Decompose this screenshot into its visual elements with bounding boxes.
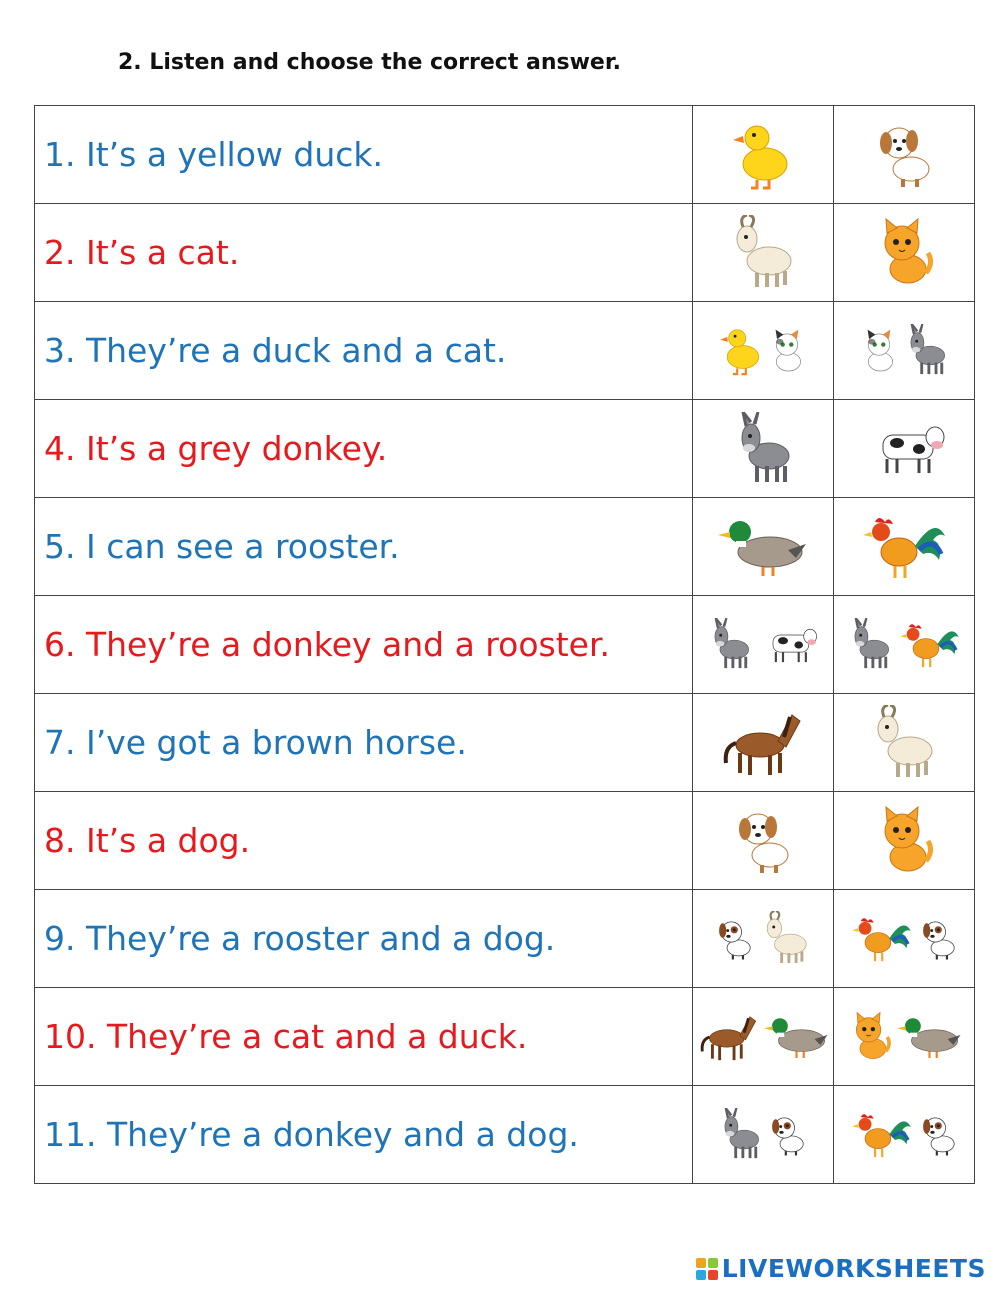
question-sentence: 11. They’re a donkey and a dog. (35, 1086, 693, 1184)
cat-calico-icon (859, 327, 899, 375)
answer-option-b[interactable] (834, 1086, 975, 1184)
cow-icon (861, 421, 947, 477)
rooster-icon (859, 512, 949, 582)
answer-option-b[interactable] (834, 204, 975, 302)
option-picture (838, 404, 970, 494)
answer-option-b[interactable] (834, 302, 975, 400)
question-row (35, 1086, 975, 1184)
option-picture (697, 1090, 829, 1180)
answer-option-a[interactable] (693, 204, 834, 302)
question-sentence: 9. They’re a rooster and a dog. (35, 890, 693, 988)
option-picture (838, 992, 970, 1082)
answer-option-b[interactable] (834, 498, 975, 596)
question-row (35, 106, 975, 204)
donkey-icon (731, 412, 795, 486)
mallard-icon (718, 514, 808, 580)
question-sentence: 6. They’re a donkey and a rooster. (35, 596, 693, 694)
question-row (35, 890, 975, 988)
question-row (35, 988, 975, 1086)
answer-option-b[interactable] (834, 400, 975, 498)
option-picture (838, 796, 970, 886)
horse-icon (698, 1011, 760, 1063)
answer-option-a[interactable] (693, 792, 834, 890)
option-picture (697, 992, 829, 1082)
duck-icon (733, 118, 793, 192)
dog-cartoon-icon (767, 1112, 809, 1157)
answer-option-a[interactable] (693, 400, 834, 498)
answer-option-a[interactable] (693, 1086, 834, 1184)
question-row (35, 792, 975, 890)
answer-option-b[interactable] (834, 988, 975, 1086)
goat-icon (727, 215, 799, 291)
answer-option-a[interactable] (693, 694, 834, 792)
option-picture (838, 110, 970, 200)
duck-icon (720, 324, 763, 377)
donkey-icon (847, 618, 893, 671)
option-picture (838, 306, 970, 396)
option-picture (838, 1090, 970, 1180)
option-picture (697, 208, 829, 298)
answer-option-b[interactable] (834, 890, 975, 988)
question-row (35, 400, 975, 498)
option-picture (697, 404, 829, 494)
question-sentence: 1. It’s a yellow duck. (35, 106, 693, 204)
option-picture (838, 600, 970, 690)
dog-cartoon-icon (918, 1112, 960, 1157)
option-picture (697, 502, 829, 592)
mallard-icon (897, 1013, 962, 1061)
answer-option-b[interactable] (834, 596, 975, 694)
answer-option-a[interactable] (693, 890, 834, 988)
option-picture (838, 208, 970, 298)
instruction-heading: 2. Listen and choose the correct answer. (118, 50, 621, 75)
question-sentence: 7. I’ve got a brown horse. (35, 694, 693, 792)
answer-option-a[interactable] (693, 498, 834, 596)
question-sentence: 8. It’s a dog. (35, 792, 693, 890)
donkey-icon (707, 618, 753, 671)
horse-icon (720, 707, 806, 779)
question-sentence: 2. It’s a cat. (35, 204, 693, 302)
option-picture (697, 796, 829, 886)
rooster-icon (849, 914, 914, 964)
answer-table (34, 105, 975, 1184)
cat-icon (872, 217, 936, 289)
option-picture (838, 698, 970, 788)
answer-option-a[interactable] (693, 596, 834, 694)
liveworksheets-logo-icon (696, 1258, 718, 1280)
rooster-icon (849, 1110, 914, 1160)
cat-icon (847, 1011, 893, 1063)
rooster-icon (897, 620, 962, 670)
answer-option-b[interactable] (834, 106, 975, 204)
question-row (35, 498, 975, 596)
option-picture (697, 894, 829, 984)
option-picture (697, 110, 829, 200)
dog-cartoon-icon (918, 916, 960, 961)
dog-cartoon-icon (714, 916, 756, 961)
cow-icon (757, 625, 819, 665)
option-picture (838, 894, 970, 984)
question-row (35, 302, 975, 400)
donkey-icon (903, 324, 949, 377)
goat-icon (760, 911, 812, 966)
answer-option-a[interactable] (693, 106, 834, 204)
answer-option-a[interactable] (693, 988, 834, 1086)
cat-calico-icon (767, 327, 807, 375)
liveworksheets-logo[interactable] (696, 1254, 986, 1283)
cat-icon (872, 805, 936, 877)
answer-option-a[interactable] (693, 302, 834, 400)
goat-icon (868, 705, 940, 781)
mallard-icon (764, 1013, 829, 1061)
question-row (35, 596, 975, 694)
option-picture (697, 698, 829, 788)
question-sentence: 3. They’re a duck and a cat. (35, 302, 693, 400)
question-sentence: 10. They’re a cat and a duck. (35, 988, 693, 1086)
question-row (35, 204, 975, 302)
option-picture (697, 306, 829, 396)
donkey-icon (717, 1108, 763, 1161)
question-row (35, 694, 975, 792)
question-sentence: 4. It’s a grey donkey. (35, 400, 693, 498)
answer-option-b[interactable] (834, 792, 975, 890)
dog-icon (871, 119, 937, 191)
logo-text: LIVEWORKSHEETS (721, 1254, 986, 1283)
option-picture (697, 600, 829, 690)
dog-icon (730, 805, 796, 877)
question-sentence: 5. I can see a rooster. (35, 498, 693, 596)
option-picture (838, 502, 970, 592)
answer-option-b[interactable] (834, 694, 975, 792)
